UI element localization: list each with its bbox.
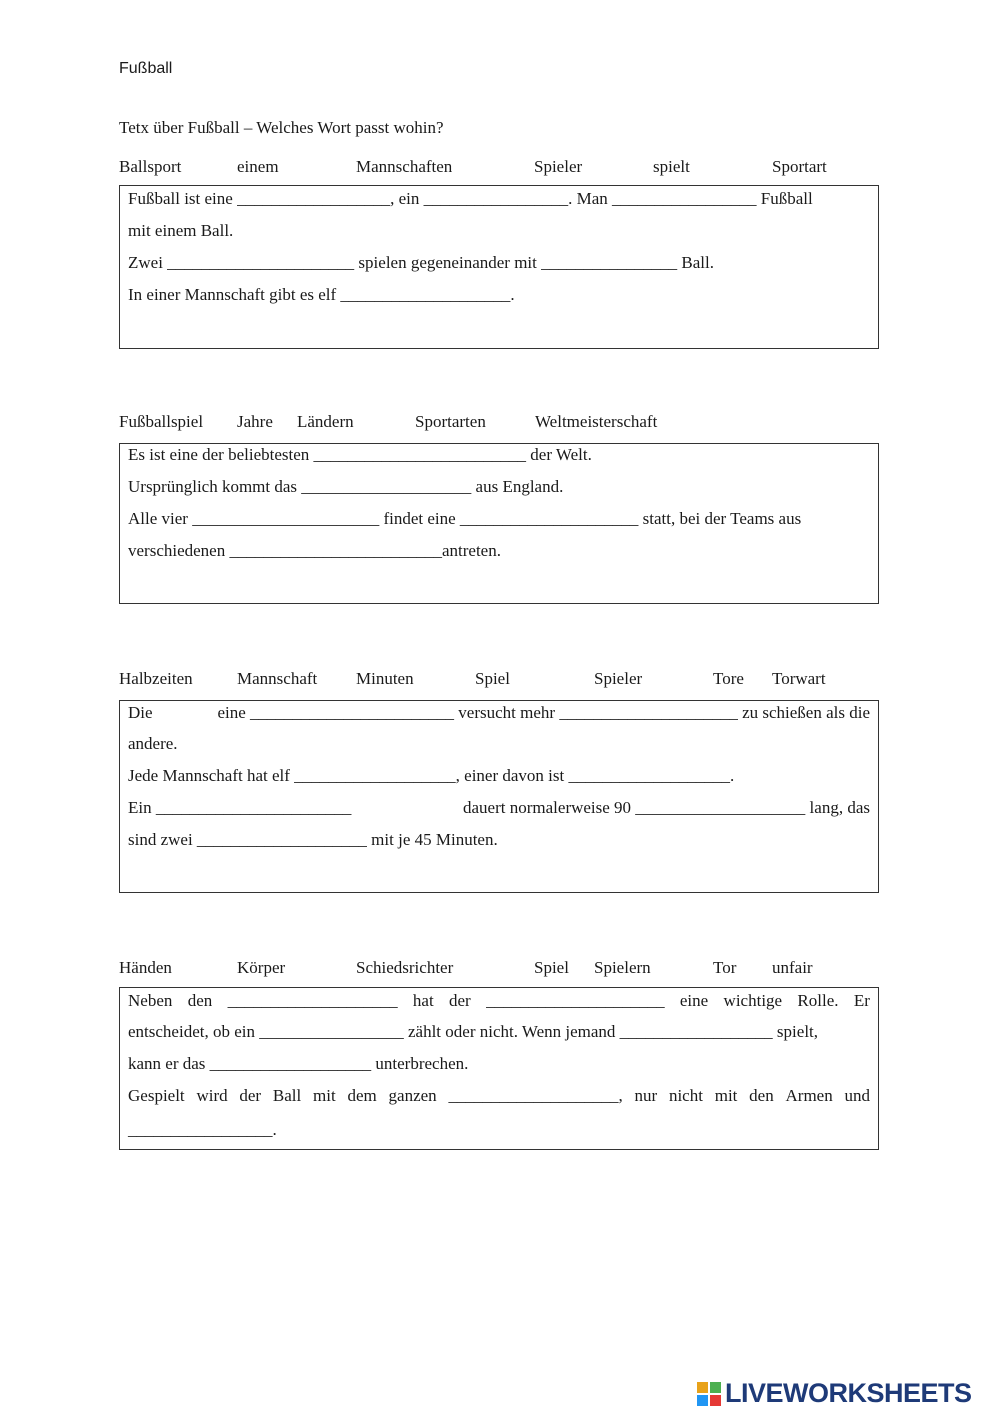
line-segment: Rolle. — [797, 991, 839, 1010]
word-bank-word[interactable]: Ballsport — [119, 157, 182, 176]
exercise-line[interactable]: verschiedenen _________________________antreten. — [128, 541, 501, 560]
word-bank-word[interactable]: Ländern — [297, 412, 354, 431]
exercise-line[interactable]: Es ist eine der beliebtesten _________________________ der Welt. — [128, 445, 592, 464]
exercise-line[interactable]: Jede Mannschaft hat elf ___________________, einer davon ist ___________________. — [128, 766, 735, 785]
exercise-line[interactable] — [128, 798, 870, 818]
word-bank-word[interactable]: spielt — [653, 157, 690, 176]
word-bank-word[interactable]: Tore — [713, 669, 744, 688]
word-bank-word[interactable]: Spiel — [534, 958, 569, 977]
line-segment: _____________________ — [486, 991, 665, 1010]
word-bank-word[interactable]: Spielern — [594, 958, 651, 977]
line-segment: hat — [412, 991, 434, 1010]
line-segment: nicht — [668, 1086, 703, 1105]
word-bank-word[interactable]: Körper — [237, 958, 286, 977]
exercise-line[interactable]: Zwei ______________________ spielen gegeneinander mit ________________ Ball. — [128, 253, 714, 272]
line-segment: Neben — [128, 991, 173, 1010]
word-bank-word[interactable]: Schiedsrichter — [356, 958, 454, 977]
line-segment: mit — [313, 1086, 336, 1105]
line-segment: nur — [634, 1086, 658, 1105]
word-bank-word[interactable]: Mannschaft — [237, 669, 318, 688]
document-header: Fußball — [119, 60, 173, 77]
line-segment: ____________________ — [227, 991, 398, 1010]
line-segment: mit — [714, 1086, 738, 1105]
word-bank-word[interactable]: unfair — [772, 958, 813, 977]
logo-square — [710, 1395, 721, 1406]
line-segment: Er — [853, 991, 870, 1010]
word-bank-word[interactable]: Spieler — [594, 669, 643, 688]
word-bank-word[interactable]: Torwart — [772, 669, 826, 688]
logo-squares-icon — [697, 1382, 721, 1406]
exercise-line[interactable] — [128, 991, 870, 1011]
line-segment: eine — [679, 991, 709, 1010]
line-segment: ____________________, — [448, 1086, 623, 1105]
exercise-line[interactable] — [128, 1086, 870, 1106]
exercise-line[interactable] — [128, 703, 870, 723]
exercise-line[interactable]: entscheidet, ob ein _________________ zählt oder nicht. Wenn jemand __________________ spielt, — [128, 1022, 819, 1041]
line-segment: dem — [347, 1086, 377, 1105]
exercise-line[interactable]: mit einem Ball. — [128, 221, 234, 240]
line-segment: Gespielt — [128, 1086, 185, 1105]
exercise-line[interactable]: andere. — [128, 734, 178, 753]
exercise-line[interactable]: sind zwei ____________________ mit je 45 Minuten. — [128, 830, 498, 849]
exercise-line[interactable]: kann er das ___________________ unterbrechen. — [128, 1054, 469, 1073]
line-segment: der — [239, 1086, 262, 1105]
liveworksheets-logo[interactable] — [697, 1378, 972, 1409]
word-bank-word[interactable]: Halbzeiten — [119, 669, 193, 688]
line-segment: den — [187, 991, 213, 1010]
line-segment: eine ________________________ versucht mehr _____________________ zu schießen als die — [217, 703, 870, 722]
line-segment: Ball — [272, 1086, 302, 1105]
word-bank-word[interactable]: Händen — [119, 958, 172, 977]
line-segment: wichtige — [723, 991, 783, 1010]
exercise-line[interactable]: Ursprünglich kommt das ____________________ aus England. — [128, 477, 564, 496]
exercise-box-3 — [119, 700, 879, 893]
word-bank-word[interactable]: Spieler — [534, 157, 583, 176]
word-bank-word[interactable]: einem — [237, 157, 279, 176]
worksheet-title: Tetx über Fußball – Welches Wort passt wohin? — [119, 118, 444, 137]
logo-square — [697, 1395, 708, 1406]
logo-square — [710, 1382, 721, 1393]
word-bank-word[interactable]: Sportart — [772, 157, 827, 176]
word-bank-word[interactable]: Weltmeisterschaft — [535, 412, 658, 431]
word-bank-word[interactable]: Minuten — [356, 669, 414, 688]
word-bank-word[interactable]: Mannschaften — [356, 157, 453, 176]
logo-text: LIVEWORKSHEETS — [725, 1378, 972, 1408]
word-bank-word[interactable]: Spiel — [475, 669, 510, 688]
exercise-line[interactable]: In einer Mannschaft gibt es elf ____________________. — [128, 285, 515, 304]
word-bank-word[interactable]: Tor — [713, 958, 737, 977]
exercise-line[interactable]: Alle vier ______________________ findet eine _____________________ statt, bei der Teams aus — [128, 509, 802, 528]
word-bank-word[interactable]: Jahre — [237, 412, 273, 431]
word-bank-word[interactable]: Fußballspiel — [119, 412, 204, 431]
line-segment: und — [844, 1086, 870, 1105]
line-segment: Armen — [785, 1086, 833, 1105]
exercise-line[interactable]: _________________. — [128, 1120, 277, 1139]
line-segment: den — [749, 1086, 774, 1105]
line-segment: Ein _______________________ — [128, 798, 352, 817]
word-bank-word[interactable]: Sportarten — [415, 412, 486, 431]
line-segment: dauert normalerweise 90 ____________________ lang, das — [463, 798, 870, 817]
logo-square — [697, 1382, 708, 1393]
line-segment: Die — [128, 703, 153, 722]
line-segment: wird — [196, 1086, 228, 1105]
line-segment: ganzen — [388, 1086, 437, 1105]
exercise-line[interactable]: Fußball ist eine __________________, ein _________________. Man _________________ Fußball — [128, 189, 813, 208]
line-segment: der — [449, 991, 471, 1010]
